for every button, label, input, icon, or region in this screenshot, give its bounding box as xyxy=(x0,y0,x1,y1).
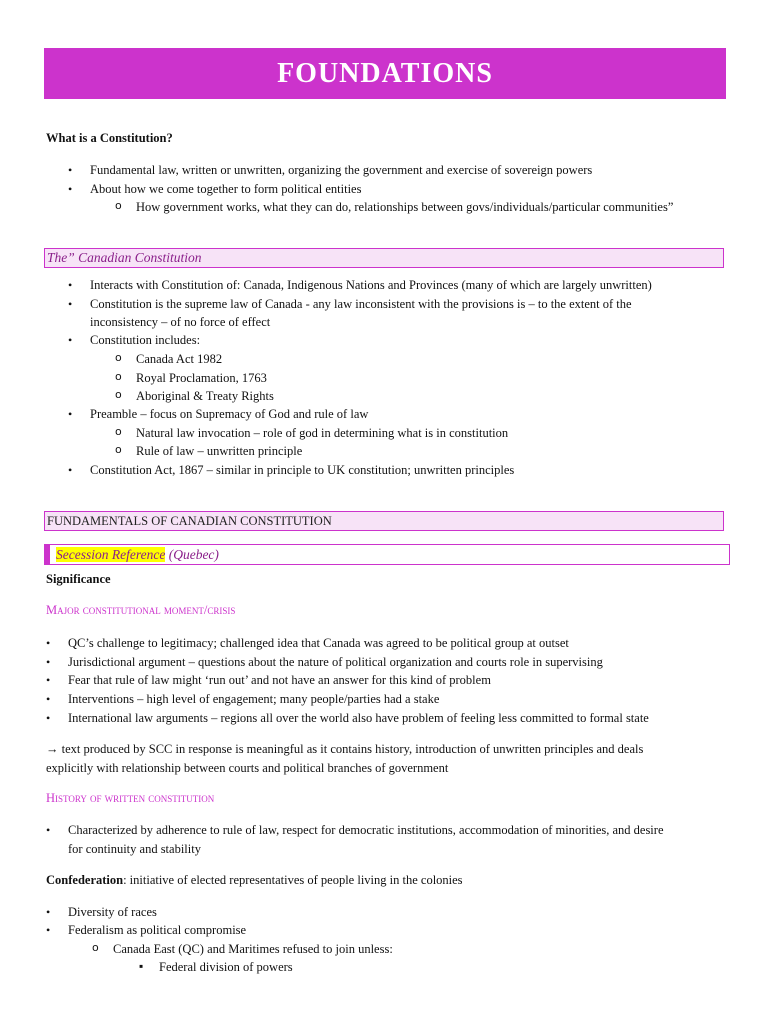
accent-bar xyxy=(45,545,50,564)
sub-sub-list-item: ▪ Federal division of powers xyxy=(159,959,293,975)
page-title: FOUNDATIONS xyxy=(44,48,726,99)
minor-heading-major-moment: Major constitutional moment/crisis xyxy=(46,603,236,617)
section-heading-canadian-constitution xyxy=(44,248,724,268)
paragraph-line: explicitly with relationship between courts and political branches of government xyxy=(46,761,449,775)
list-item: • QC’s challenge to legitimacy; challenged idea that Canada was agreed to be political group at outset xyxy=(68,635,569,651)
highlighted-title: Secession Reference xyxy=(56,547,166,562)
section-heading-text: FUNDAMENTALS OF CANADIAN CONSTITUTION xyxy=(47,514,332,528)
paragraph-line: → text produced by SCC in response is meaningful as it contains history, introduction of unwritten principles and deals xyxy=(46,742,644,756)
list-item: • Constitution includes: xyxy=(90,332,200,348)
list-item: • Interacts with Constitution of: Canada, Indigenous Nations and Provinces (many of which are largely unwritten) xyxy=(90,277,652,293)
list-item: • Preamble – focus on Supremacy of God and rule of law xyxy=(90,406,368,422)
section-heading-text: The” Canadian Constitution xyxy=(47,250,202,265)
sub-list-item: o How government works, what they can do, relationships between govs/individuals/particular communities” xyxy=(136,199,673,215)
title-suffix: (Quebec) xyxy=(165,547,219,562)
sub-list-item: o Aboriginal & Treaty Rights xyxy=(136,388,274,404)
list-item: • Federalism as political compromise xyxy=(68,922,246,938)
list-item: • Diversity of races xyxy=(68,904,157,920)
section-heading-what-is-constitution: What is a Constitution? xyxy=(46,131,173,145)
sub-list-item: o Royal Proclamation, 1763 xyxy=(136,370,267,386)
sub-list-item: o Canada East (QC) and Maritimes refused to join unless: xyxy=(113,941,393,957)
confederation-paragraph xyxy=(46,871,463,889)
minor-heading-history: History of written constitution xyxy=(46,791,215,805)
confederation-label: Confederation xyxy=(46,873,124,887)
sub-list-item: o Rule of law – unwritten principle xyxy=(136,443,302,459)
significance-heading: Significance xyxy=(46,572,111,586)
confederation-text: : initiative of elected representatives of people living in the colonies xyxy=(123,873,463,887)
list-item: • Fear that rule of law might ‘run out’ and not have an answer for this kind of problem xyxy=(68,672,491,688)
list-item: • Interventions – high level of engagement; many people/parties had a stake xyxy=(68,691,439,707)
list-item: • International law arguments – regions all over the world also have problem of feeling less committed to formal state xyxy=(68,710,649,726)
section-heading-fundamentals xyxy=(44,511,724,531)
sub-list-item: o Canada Act 1982 xyxy=(136,351,222,367)
subsection-heading-text xyxy=(56,546,219,563)
list-item: • Jurisdictional argument – questions about the nature of political organization and courts role in supervising xyxy=(68,654,603,670)
list-item-continuation: for continuity and stability xyxy=(68,842,201,856)
list-item: • Constitution Act, 1867 – similar in principle to UK constitution; unwritten principles xyxy=(90,462,514,478)
subsection-heading-secession xyxy=(44,544,730,565)
list-item: • Characterized by adherence to rule of law, respect for democratic institutions, accommodation of minorities, and desire xyxy=(68,822,664,838)
list-item-continuation: inconsistency – of no force of effect xyxy=(90,315,271,329)
list-item: • Fundamental law, written or unwritten, organizing the government and exercise of sovereign powers xyxy=(90,162,592,178)
list-item: • Constitution is the supreme law of Canada - any law inconsistent with the provisions is – to the extent of the xyxy=(90,296,632,312)
list-item: • About how we come together to form political entities xyxy=(90,181,361,197)
sub-list-item: o Natural law invocation – role of god in determining what is in constitution xyxy=(136,425,508,441)
